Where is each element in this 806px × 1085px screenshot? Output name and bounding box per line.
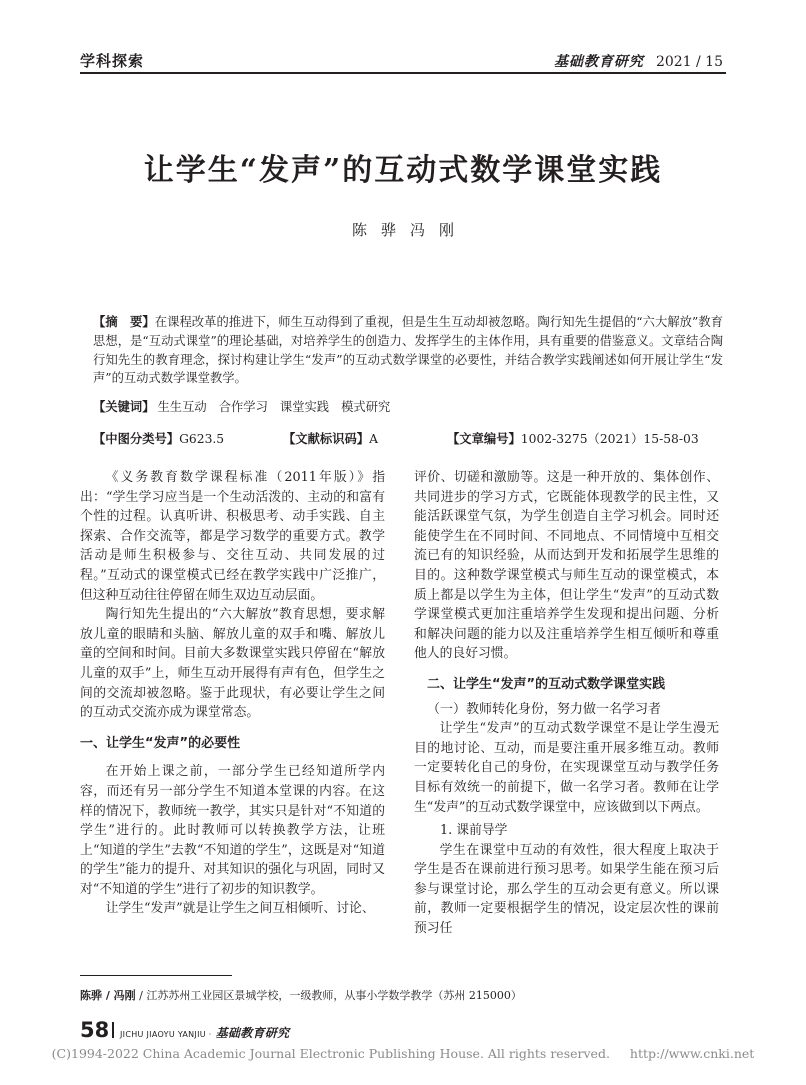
- article-number: [447, 429, 699, 447]
- left-column: [80, 468, 385, 919]
- article-title: 让学生“发声”的互动式数学课堂实践: [143, 153, 663, 188]
- document-code: [283, 429, 378, 447]
- paragraph: 陶行知先生提出的“六大解放”教育思想，要求解放儿童的眼睛和头脑、解放儿童的双手和嘴、解放儿童的空间和时间。目前大多数课堂实践只停留在“解放儿童的双手”上，师生互动开展得有声有色，但学生之间的交流却被忽略。鉴于此现状，有必要让学生之间的互动式交流亦成为课堂常态。: [80, 607, 385, 721]
- right-column: [414, 468, 719, 939]
- point-heading: 1. 课前导学: [440, 823, 508, 839]
- issue-number: 2021 / 15: [655, 54, 723, 70]
- authors: [0, 219, 806, 240]
- keyword: 合作学习: [218, 400, 268, 414]
- clc-value: G623.5: [179, 432, 225, 446]
- article-value: 1002-3275（2021）15-58-03: [520, 432, 699, 446]
- author-footnote: [80, 987, 522, 1003]
- keywords-label: 【关键词】: [93, 400, 155, 414]
- doc-label: 【文献标识码】: [283, 432, 370, 446]
- author-char: 刚: [439, 221, 455, 239]
- keywords: [93, 397, 723, 415]
- header-rule: [80, 72, 726, 74]
- footer-journal-pinyin: JICHU JIAOYU YANJIU ·: [120, 1030, 212, 1039]
- cnki-link[interactable]: http://www.cnki.net: [629, 1046, 755, 1061]
- journal-name: 基础教育研究: [553, 54, 644, 70]
- author-char: 冯: [410, 221, 426, 239]
- footnote-authors: 陈骅 / 冯刚: [80, 989, 136, 1002]
- abstract-label: 【摘 要】: [93, 315, 155, 329]
- footnote-text: / 江苏苏州工业园区景城学校，一级教师，从事小学数学教学（苏州 215000）: [135, 989, 522, 1002]
- paragraph: 学生在课堂中互动的有效性，很大程度上取决于学生是否在课前进行预习思考。如果学生能在预习后参与课堂讨论，那么学生的互动会更有意义。所以课前，教师一定要根据学生的情况，设定层次性的课前预习任: [414, 842, 719, 937]
- keyword: 模式研究: [341, 400, 391, 414]
- subsection-heading: （一）教师转化身份，努力做一名学习者: [427, 701, 662, 717]
- footer-journal: [120, 1024, 289, 1041]
- copyright-text: (C)1994-2022 China Academic Journal Electronic Publishing House. All rights reserved.: [51, 1046, 610, 1061]
- paragraph: 让学生“发声”的互动式数学课堂不是让学生漫无目的地讨论、互动，而是要注重开展多维互动。教师一定要转化自己的身份，在实现课堂互动与教学任务目标有效统一的前提下，做一名学习者。教师在让学生“发声”的互动式数学课堂中，应该做到以下两点。: [414, 721, 719, 815]
- footnote-rule: [80, 975, 232, 976]
- section-heading: 二、让学生“发声”的互动式数学课堂实践: [427, 676, 666, 692]
- paragraph: 在开始上课之前，一部分学生已经知道所学内容，而还有另一部分学生不知道本堂课的内容。在这样的情况下，教师统一教学，其实只是针对“不知道的学生”进行的。此时教师可以转换教学方法，让班上“知道的学生”去教“不知道的学生”，这既是对“知道的学生”能力的提升、对其知识的强化与巩固，同时又对“不知道的学生”进行了初步的知识教学。: [80, 764, 385, 897]
- journal-header: [554, 51, 723, 71]
- copyright-line: [0, 1046, 806, 1061]
- section-label: 学科探索: [80, 52, 145, 70]
- paragraph: 让学生“发声”就是让学生之间互相倾听、讨论、: [105, 901, 375, 917]
- abstract-text: 在课程改革的推进下，师生互动得到了重视，但是生生互动却被忽略。陶行知先生提倡的“六大解放”教育思想，是“互动式课堂”的理论基础，对培养学生的创造力、发挥学生的主体作用，具有重要的借鉴意义。文章结合陶行知先生的教育理念，探讨构建让学生“发声”的互动式数学课堂的必要性，并结合教学实践阐述如何开展让学生“发声”的互动式数学课堂教学。: [93, 315, 723, 386]
- doc-value: A: [369, 432, 378, 446]
- page-number: 58: [80, 1018, 110, 1042]
- author-char: 骅: [380, 221, 396, 239]
- keyword: 课堂实践: [279, 400, 330, 414]
- section-heading: 一、让学生“发声”的必要性: [80, 735, 241, 751]
- page-divider: [112, 1022, 114, 1038]
- keyword: 生生互动: [157, 400, 207, 414]
- footer-journal-name: 基础教育研究: [215, 1026, 290, 1040]
- paragraph: 《义务教育数学课程标准（2011年版）》指出：“学生学习应当是一个生动活泼的、主动的和富有个性的过程。认真听讲、积极思考、动手实践、自主探索、合作交流等，都是学习数学的重要方式。教学活动是师生积极参与、交往互动、共同发展的过程。”互动式的课堂模式已经在教学实践中广泛推广，但这种互动往往停留在师生双边互动层面。: [80, 470, 385, 603]
- clc-number: [93, 429, 224, 447]
- abstract: [93, 313, 723, 388]
- author-char: 陈: [351, 221, 367, 239]
- paragraph: 评价、切磋和激励等。这是一种开放的、集体创作、共同进步的学习方式，它既能体现教学的民主性，又能活跃课堂气氛，为学生创造自主学习机会。同时还能使学生在不同时间、不同地点、不同情境中互相交流已有的知识经验，从而达到开发和拓展学生思维的目的。这种数学课堂模式与师生互动的课堂模式，本质上都是以学生为主体，但让学生“发声”的互动式数学课堂模式更加注重培养学生发现和提出问题、分析和解决问题的能力以及注重培养学生相互倾听和尊重他人的良好习惯。: [414, 470, 719, 662]
- article-label: 【文章编号】: [447, 432, 521, 446]
- clc-label: 【中图分类号】: [93, 432, 180, 446]
